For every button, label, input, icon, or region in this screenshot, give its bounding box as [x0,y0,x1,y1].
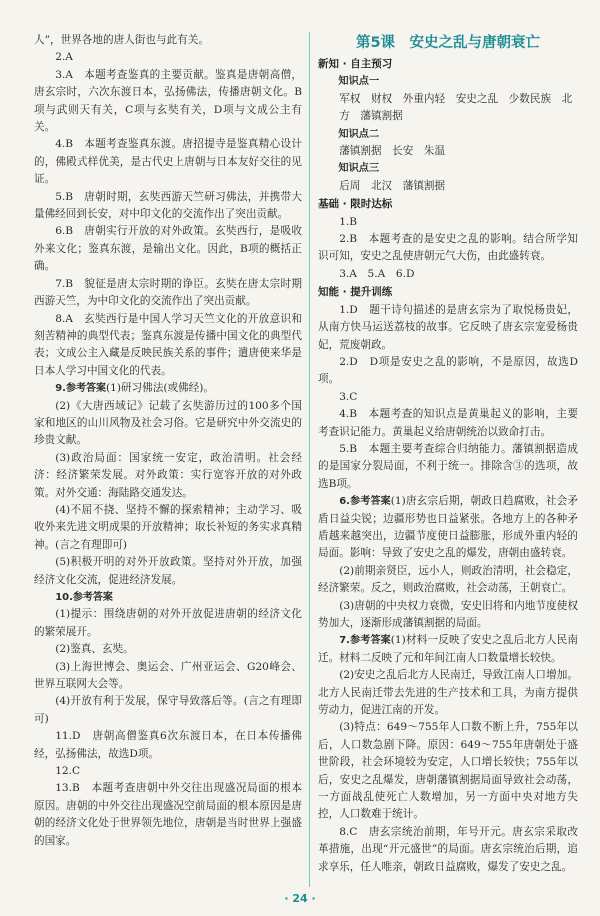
knowledge-point-heading: 知识点三 [338,163,380,175]
answer-item: 2.A [55,51,73,64]
lesson-title: 第5课 安史之乱与唐朝衰亡 [355,35,541,51]
answer-text: (1)研习佛法(或佛经)。 [105,382,214,395]
answer-item: (2)前期亲贤臣，远小人，则政治清明，社会稳定，经济繁荣。反之，则政治腐败，社会动荡，王朝衰亡。 [318,564,578,595]
knowledge-point-answers: 军权 财权 外重内轻 安史之乱 少数民族 北方 藩镇割据 [339,92,573,123]
answer-item [318,493,578,563]
answer-item: 3.A 本题考查鉴真的主要贡献。鉴真是唐朝高僧，唐玄宗时，六次东渡日本，弘扬佛法，传播唐朝文化。B项与武则天有关，C项与玄奘有关，D项与文成公主有关。 [34,68,302,134]
answer-text: (1)唐玄宗后期，朝政日趋腐败，社会矛盾日益尖锐；边疆形势也日益紧张。各地方上的各种矛盾越来越突出，边疆节度使日益膨胀，形成外重内轻的局面。影响：导致了安史之乱的爆发，唐朝由盛转衰。 [318,495,578,560]
answer-item: 1.D 题干诗句描述的是唐玄宗为了取悦杨贵妃，从南方快马运送荔枝的故事。它反映了唐玄宗宠爱杨贵妃，荒废朝政。 [318,303,578,351]
answer-item: 12.C [55,765,81,778]
knowledge-point-answers: 后周 北汉 藩镇割据 [339,179,446,192]
section-heading-basic: 基础 · 限时达标 [318,198,393,211]
answer-item: (4)不屈不挠、坚持不懈的探索精神；主动学习、吸收外来先进文明成果的开放精神；取长补短的务实求真精神。(言之有理即可) [34,503,302,551]
answer-item: (3)特点：649～755年人口数不断上升，755年以后，人口数急剧下降。原因：649～755年唐朝处于盛世阶段，社会环境较为安定，人口增长较快；755年以后，安史之乱爆发，唐朝藩镇割据局面导致社会动荡，一方面战乱使死亡人数增加，另一方面中央对地方失控，人口数难于统计。 [318,721,578,821]
answer-item: 13.B 本题考查唐朝中外交往出现盛况局面的根本原因。唐朝的中外交往出现盛况空前局面的根本原因是唐朝的经济文化处于世界领先地位，唐朝是当时世界上强盛的国家。 [34,782,302,847]
answer-item: (1)提示：围绕唐朝的对外开放促进唐朝的经济文化的繁荣展开。 [34,608,302,638]
answer-item: (2)安史之乱后北方人民南迁，导致江南人口增加。北方人民南迁带去先进的生产技术和工具，为南方提供劳动力，促进江南的开发。 [318,669,578,717]
answer-item: 6.B 唐朝实行开放的对外政策。玄奘西行，是吸收外来文化；鉴真东渡，是输出文化。因此，B项的概括正确。 [34,225,302,273]
reference-answer-label: 10.参考答案 [55,592,113,603]
reference-answer-label: 9.参考答案 [55,383,106,395]
knowledge-point-heading: 知识点一 [338,76,380,88]
answer-item: 2.D D项是安史之乱的影响，不是原因，故选D项。 [318,355,578,386]
answer-item: 3.A 5.A 6.D [339,267,415,280]
answer-item [34,380,302,397]
answer-item: (3)唐朝的中央权力衰微，安史旧将和内地节度使权势加大，逐渐形成藩镇割据的局面。 [318,599,578,629]
answer-item: (3)政治局面：国家统一安定，政治清明。社会经济：经济繁荣发展。对外政策：实行宽容开放的对外政策。对外交通：海陆路交通发达。 [34,451,302,499]
knowledge-point-heading: 知识点二 [338,128,380,140]
answer-item [34,589,302,606]
answer-item: (2)《大唐西域记》记载了玄奘游历过的100多个国家和地区的山川风物及社会习俗。它是研究中外交流史的珍贵文献。 [34,399,302,447]
knowledge-point-answers: 藩镇割据 长安 朱温 [339,145,446,158]
answer-item: 11.D 唐朝高僧鉴真6次东渡日本，在日本传播佛经，弘扬佛法，故选D项。 [34,730,302,760]
reference-answer-label: 6.参考答案 [339,496,391,508]
answer-item: 2.B 本题考查的是安史之乱的影响。结合所学知识可知，安史之乱使唐朝元气大伤，由此盛转衰。 [318,233,578,263]
answer-item: 5.B 本题主要考查综合归纳能力。藩镇割据造成的是国家分裂局面，不利于统一。排除含③的选项，故选B项。 [318,442,578,490]
answer-item: (5)积极开明的对外开放政策。坚持对外开放，加强经济文化交流，促进经济发展。 [34,556,302,586]
left-column [34,32,302,850]
right-column [318,32,578,876]
answer-item: 4.B 本题考查鉴真东渡。唐招提寺是鉴真精心设计的，佛殿式样优美，是古代史上唐朝与日本友好交往的见证。 [34,138,302,186]
section-heading-preview: 新知 · 自主预习 [318,58,393,70]
answer-item: 7.B 貌征是唐太宗时期的诤臣。玄奘在唐太宗时期西游天竺，为中印文化的交流作出了突出贡献。 [34,277,302,308]
page-number: · 24 · [284,892,316,905]
answer-item: 1.B [339,215,358,228]
answer-item: 8.A 玄奘西行是中国人学习天竺文化的开放意识和刻苦精神的典型代表；鉴真东渡是传播中国文化的典型代表；文成公主入藏是反映民族关系的事件；遣唐使来华是日本人学习中国文化的代表。 [34,312,302,377]
reference-answer-label: 7.参考答案 [339,635,391,647]
answer-item: (4)开放有利于发展，保守导致落后等。(言之有理即可) [34,695,302,725]
answer-item: 3.C [339,390,358,403]
answer-item [318,632,578,667]
answer-item: (2)鉴真、玄奘。 [55,643,134,656]
answer-line: 人”，世界各地的唐人街也与此有关。 [34,34,209,46]
answer-item: 8.C 唐玄宗统治前期，年号开元。唐玄宗采取改革措施，出现“开元盛世”的局面。唐玄宗统治后期，追求享乐，任人唯亲，朝政日益腐败，爆发了安史之乱。 [318,825,578,873]
answer-text: (1)材料一反映了安史之乱后北方人民南迁。材料二反映了元和年间江南人口数量增长较快。 [318,634,578,664]
answer-item: 4.B 本题考查的知识点是黄巢起义的影响，主要考查识记能力。黄巢起义给唐朝统治以致命打击。 [318,408,578,438]
column-divider [309,32,310,887]
section-heading-advanced: 知能 · 提升训练 [318,286,393,299]
answer-item: (3)上海世博会、奥运会、广州亚运会、G20峰会、世界互联网大会等。 [34,660,302,691]
answer-item: 5.B 唐朝时期，玄奘西游天竺研习佛法，并携带大量佛经回到长安，对中印文化的交流作出了突出贡献。 [34,190,302,221]
